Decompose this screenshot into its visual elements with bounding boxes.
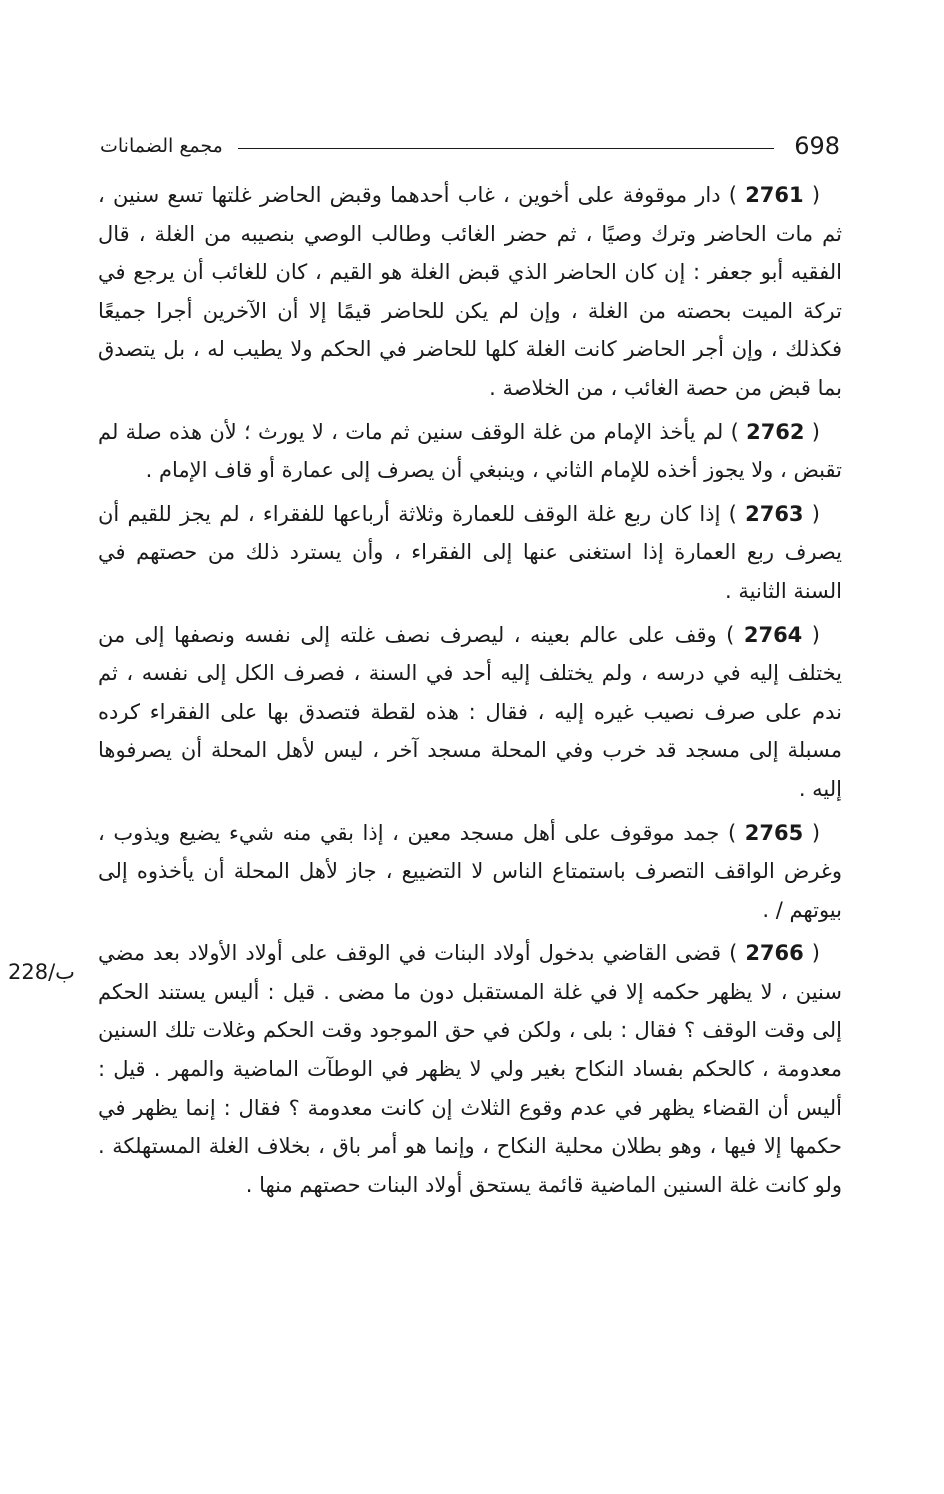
entry-paragraph-2762: ( 2762 ) لم يأخذ الإمام من غلة الوقف سنين ثم مات ، لا يورث ؛ لأن هذه صلة لم تقبض ، ولا يجوز أخذه للإمام الثاني ، وينبغي أن يصرف إلى عمارة أو قاف الإمام . [98,419,842,483]
entry-number: 2764 [743,622,803,647]
entry-text: إذا كان ربع غلة الوقف للعمارة وثلاثة أرباعها للفقراء ، لم يجز للقيم أن يصرف ربع العمارة إذا استغنى عنها إلى الفقراء ، وأن يسترد ذلك من حصتهم في السنة الثانية . [98,501,842,603]
entry-number: 2766 [745,941,804,966]
entry-paragraph-2766: ( 2766 ) قضى القاضي بدخول أولاد البنات في الوقف على أولاد الأولاد بعد مضي سنين ، لا يظهر حكمه إلا في غلة المستقبل دون ما مضى . قيل : أليس يستند الحكم إلى وقت الوقف ؟ فقال : بلى ، ولكن في حق الموجود وقت الحكم وغلات تلك السنين معدومة ، كالحكم بفساد النكاح بغير ولي لا يظهر في الوطآت الماضية والمهر . قيل : أليس أن القضاء يظهر في عدم وقوع الثلاث إن كانت معدومة ؟ فقال : إنما يظهر في حكمها إلا فيها ، وهو بطلان محلية النكاح ، وإنما هو أمر باق ، بخلاف الغلة المستهلكة . ولو كانت غلة السنين الماضية قائمة يستحق أولاد البنات حصتهم منها . [98,941,842,1197]
entry-number: 2761 [745,183,804,207]
entry-text: لم يأخذ الإمام من غلة الوقف سنين ثم مات ، لا يورث ؛ لأن هذه صلة لم تقبض ، ولا يجوز أخذه للإمام الثاني ، وينبغي أن يصرف إلى عمارة أو قاف الإمام . [98,419,842,483]
entry-number: 2763 [745,501,804,526]
entry-paragraph-2764: ( 2764 ) وقف على عالم بعينه ، ليصرف نصف غلته إلى نفسه ونصفها إلى من يختلف إليه في درسه ، ولم يختلف إليه أحد في السنة ، فصرف الكل إلى نفسه ، ثم ندم على صرف نصيب غيره إليه ، فقال : هذه لقطة فتصدق بها على الفقراء كرده مسبلة إلى مسجد قد خرب وفي المحلة مسجد آخر ، ليس لأهل المحلة أن يصرفوها إليه . [98,622,842,801]
entry-text: دار موقوفة على أخوين ، غاب أحدهما وقبض الحاضر غلتها تسع سنين ، ثم مات الحاضر وترك وصيًا ، ثم حضر الغائب وطالب الوصي بنصيبه من الغلة ، قال الفقيه أبو جعفر : إن كان الحاضر الذي قبض الغلة هو القيم ، كان للغائب أن يرجع في تركة الميت بحصته من الغلة ، وإن لم يكن للحاضر قيمًا إلا أن الآخرين أجرا جميعًا فكذلك ، وإن أجر الحاضر كانت الغلة كلها للحاضر في الحكم ولا يطيب له ، بل يتصدق بما قبض من حصة الغائب ، من الخلاصة . [98,183,842,400]
entry-text: وقف على عالم بعينه ، ليصرف نصف غلته إلى نفسه ونصفها إلى من يختلف إليه في درسه ، ولم يختلف إليه أحد في السنة ، فصرف الكل إلى نفسه ، ثم ندم على صرف نصيب غيره إليه ، فقال : هذه لقطة فتصدق بها على الفقراء كرده مسبلة إلى مسجد قد خرب وفي المحلة مسجد آخر ، ليس لأهل المحلة أن يصرفوها إليه . [98,622,842,801]
entry-number: 2765 [744,820,804,845]
entry-text: قضى القاضي بدخول أولاد البنات في الوقف على أولاد الأولاد بعد مضي سنين ، لا يظهر حكمه إلا في غلة المستقبل دون ما مضى . قيل : أليس يستند الحكم إلى وقت الوقف ؟ فقال : بلى ، ولكن في حق الموجود وقت الحكم وغلات تلك السنين معدومة ، كالحكم بفساد النكاح بغير ولي لا يظهر في الوطآت الماضية والمهر . قيل : أليس أن القضاء يظهر في عدم وقوع الثلاث إن كانت معدومة ؟ فقال : إنما يظهر في حكمها إلا فيها ، وهو بطلان محلية النكاح ، وإنما هو أمر باق ، بخلاف الغلة المستهلكة . ولو كانت غلة السنين الماضية قائمة يستحق أولاد البنات حصتهم منها . [98,941,842,1197]
running-title: مجمع الضمانات [100,135,223,157]
entry-number: 2762 [746,419,805,444]
entry-text: جمد موقوف على أهل مسجد معين ، إذا بقي منه شيء يضيع ويذوب ، وغرض الواقف التصرف باستمتاع الناس لا التضييع ، جاز لأهل المحلة أن يأخذوه إلى بيوتهم / . [98,820,842,922]
entry-paragraph-2761: ( 2761 ) دار موقوفة على أخوين ، غاب أحدهما وقبض الحاضر غلتها تسع سنين ، ثم مات الحاضر وترك وصيًا ، ثم حضر الغائب وطالب الوصي بنصيبه من الغلة ، قال الفقيه أبو جعفر : إن كان الحاضر الذي قبض الغلة هو القيم ، كان للغائب أن يرجع في تركة الميت بحصته من الغلة ، وإن لم يكن للحاضر قيمًا إلا أن الآخرين أجرا جميعًا فكذلك ، وإن أجر الحاضر كانت الغلة كلها للحاضر في الحكم ولا يطيب له ، بل يتصدق بما قبض من حصة الغائب ، من الخلاصة . [98,183,842,400]
page-number: 698 [794,132,840,160]
entry-paragraph-2765: ( 2765 ) جمد موقوف على أهل مسجد معين ، إذا بقي منه شيء يضيع ويذوب ، وغرض الواقف التصرف باستمتاع الناس لا التضييع ، جاز لأهل المحلة أن يأخذوه إلى بيوتهم / . [98,820,842,922]
body-text [98,176,842,1209]
header-rule [238,148,774,149]
folio-margin-note: 228/ب [8,960,75,984]
page-header [100,128,840,164]
entry-paragraph-2763: ( 2763 ) إذا كان ربع غلة الوقف للعمارة وثلاثة أرباعها للفقراء ، لم يجز للقيم أن يصرف ربع العمارة إذا استغنى عنها إلى الفقراء ، وأن يسترد ذلك من حصتهم في السنة الثانية . [98,501,842,603]
